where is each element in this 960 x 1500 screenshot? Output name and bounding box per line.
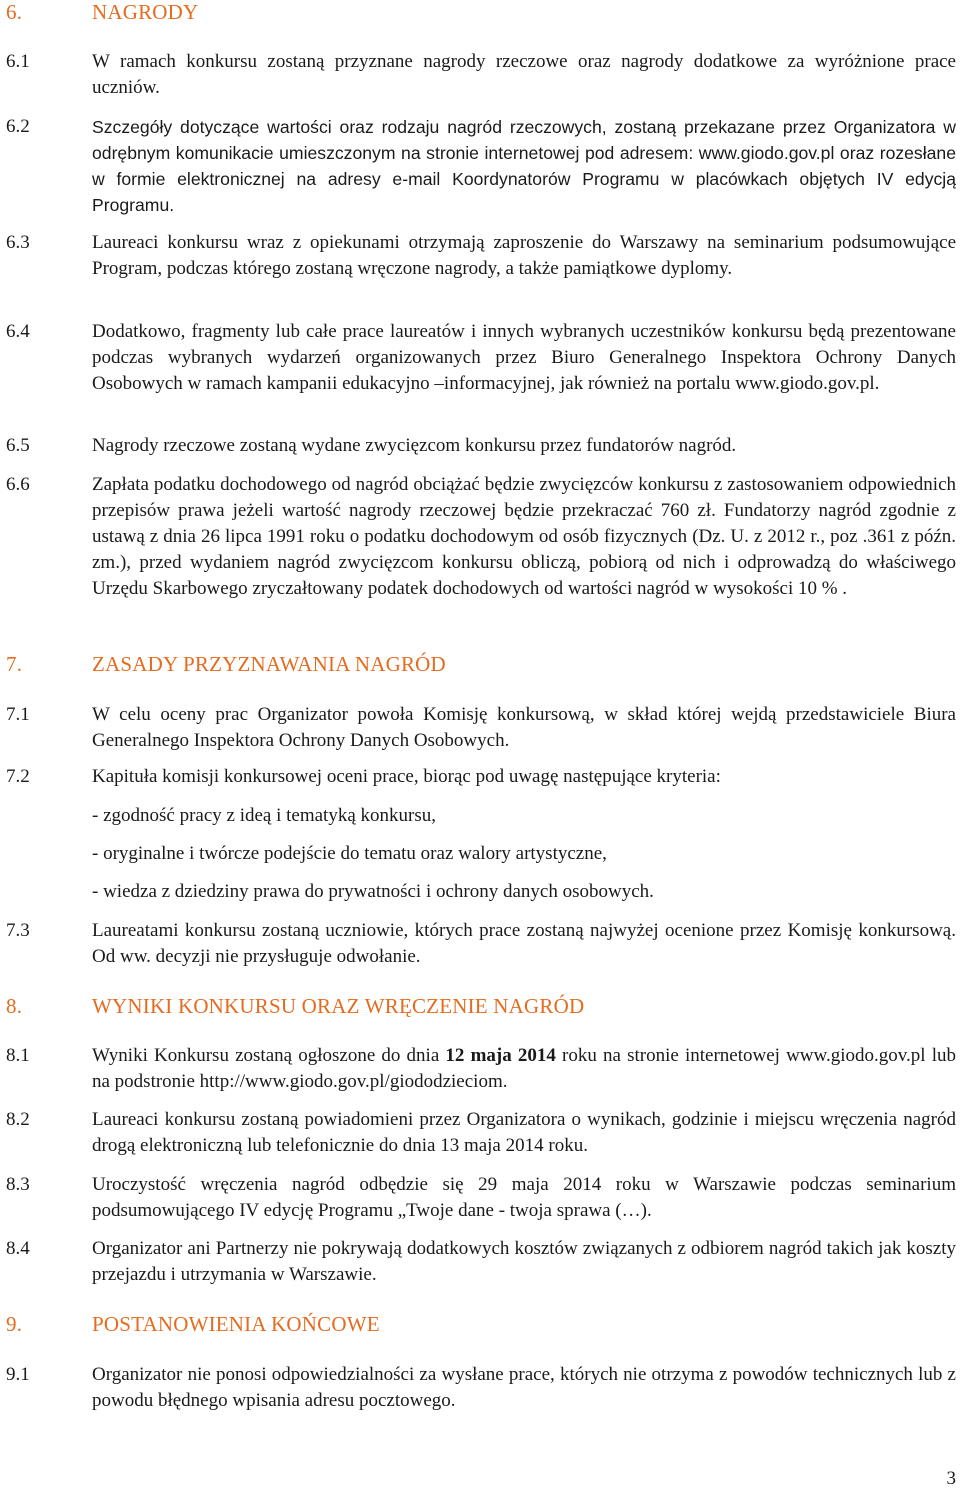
- section-number: 6.: [6, 0, 23, 24]
- paragraph-number: 7.2: [6, 766, 30, 787]
- paragraph-number: 8.2: [6, 1109, 30, 1130]
- paragraph-text: Dodatkowo, fragmenty lub całe prace laureatów i innych wybranych uczestników konkursu będą prezentowane podczas wybranych wydarzeń organizowanych przez Biuro Generalnego Inspektora Ochrony Danych Osobowych w ramach kampanii edukacyjno –informacyjnej, jak również na portalu www.giodo.gov.pl.: [92, 321, 956, 394]
- paragraph-text: Zapłata podatku dochodowego od nagród obciążać będzie zwycięzców konkursu z zastosowaniem odpowiednich przepisów prawa jeżeli wartość nagrody rzeczowej będzie przekraczać 760 zł. Fundatorzy nagród zgodnie z ustawą z dnia 26 lipca 1991 roku o podatku dochodowym od osób fizycznych (Dz. U. z 2012 r., poz .361 z późn. zm.), przed wydaniem nagród zwycięzcom konkursu obliczą, pobiorą od nich i odprowadzą do właściwego Urzędu Skarbowego zryczałtowany podatek dochodowych od wartości nagród w wysokości 10 % .: [92, 474, 956, 599]
- paragraph-text: Szczegóły dotyczące wartości oraz rodzaju nagród rzeczowych, zostaną przekazane przez Organizatora w odrębnym komunikacie umieszczonym na stronie internetowej pod adresem: www.giodo.gov.pl oraz rozesłane w formie elektronicznej na adresy e-mail Koordynatorów Programu w placówkach objętych IV edycją Programu.: [92, 117, 956, 215]
- section-heading-9: [6, 1310, 960, 1338]
- section-title: ZASADY PRZYZNAWANIA NAGRÓD: [92, 652, 446, 676]
- paragraph-number: 6.6: [6, 474, 30, 495]
- paragraph-number: 6.4: [6, 321, 30, 342]
- criteria-item: - zgodność pracy z ideą i tematyką konkursu,: [92, 805, 436, 826]
- paragraph-number: 6.2: [6, 116, 30, 137]
- section-title: NAGRODY: [92, 0, 199, 24]
- paragraph-text: Organizator nie ponosi odpowiedzialności za wysłane prace, których nie otrzyma z powodów technicznych lub z powodu błędnego wpisania adresu pocztowego.: [92, 1364, 956, 1411]
- paragraph-text: W ramach konkursu zostaną przyznane nagrody rzeczowe oraz nagrody dodatkowe za wyróżnione prace uczniów.: [92, 51, 956, 98]
- section-number: 9.: [6, 1312, 23, 1336]
- paragraph-number: 6.3: [6, 232, 30, 253]
- paragraph-text: Organizator ani Partnerzy nie pokrywają dodatkowych kosztów związanych z odbiorem nagród takich jak koszty przejazdu i utrzymania w Warszawie.: [92, 1238, 956, 1285]
- date-emphasis: 12 maja 2014: [445, 1045, 556, 1066]
- paragraph-number: 6.1: [6, 51, 30, 72]
- criteria-item: - oryginalne i twórcze podejście do tematu oraz walory artystyczne,: [92, 843, 607, 864]
- section-number: 8.: [6, 994, 23, 1018]
- section-title: POSTANOWIENIA KOŃCOWE: [92, 1312, 380, 1336]
- paragraph-number: 8.3: [6, 1174, 30, 1195]
- paragraph-text: Kapituła komisji konkursowej oceni prace, biorąc pod uwagę następujące kryteria:: [92, 766, 721, 787]
- paragraph-number: 6.5: [6, 435, 30, 456]
- section-heading-7: [6, 650, 960, 678]
- paragraph-number: 9.1: [6, 1364, 30, 1385]
- section-title: WYNIKI KONKURSU ORAZ WRĘCZENIE NAGRÓD: [92, 994, 585, 1018]
- section-number: 7.: [6, 652, 23, 676]
- paragraph-number: 7.1: [6, 704, 30, 725]
- text-part: roku na stronie internetowej www.giodo.gov.pl lub na podstronie http://www.giodo.gov.pl/giododzieciom.: [92, 1045, 957, 1092]
- section-heading-8: [6, 992, 960, 1020]
- paragraph-text: W celu oceny prac Organizator powoła Komisję konkursową, w skład której wejdą przedstawiciele Biura Generalnego Inspektora Ochrony Danych Osobowych.: [92, 704, 956, 751]
- page-number: 3: [946, 1468, 956, 1489]
- paragraph-number: 8.4: [6, 1238, 30, 1259]
- section-heading-6: [6, 0, 960, 26]
- paragraph-text: [92, 1043, 956, 1095]
- paragraph-number: 8.1: [6, 1045, 30, 1066]
- paragraph-number: 7.3: [6, 920, 30, 941]
- text-part: Wyniki Konkursu zostaną ogłoszone do dnia: [92, 1045, 446, 1066]
- paragraph-text: Laureatami konkursu zostaną uczniowie, których prace zostaną najwyżej ocenione przez Komisję konkursową. Od ww. decyzji nie przysługuje odwołanie.: [92, 920, 956, 967]
- paragraph-text: Laureaci konkursu wraz z opiekunami otrzymają zaproszenie do Warszawy na seminarium podsumowujące Program, podczas którego zostaną wręczone nagrody, a także pamiątkowe dyplomy.: [92, 232, 956, 279]
- criteria-item: - wiedza z dziedziny prawa do prywatności i ochrony danych osobowych.: [92, 881, 654, 902]
- paragraph-text: Laureaci konkursu zostaną powiadomieni przez Organizatora o wynikach, godzinie i miejscu wręczenia nagród drogą elektroniczną lub telefonicznie do dnia 13 maja 2014 roku.: [92, 1109, 956, 1156]
- paragraph-text: Nagrody rzeczowe zostaną wydane zwycięzcom konkursu przez fundatorów nagród.: [92, 435, 737, 456]
- paragraph-text: Uroczystość wręczenia nagród odbędzie się 29 maja 2014 roku w Warszawie podczas seminarium podsumowującego IV edycję Programu „Twoje dane - twoja sprawa (…).: [92, 1174, 956, 1221]
